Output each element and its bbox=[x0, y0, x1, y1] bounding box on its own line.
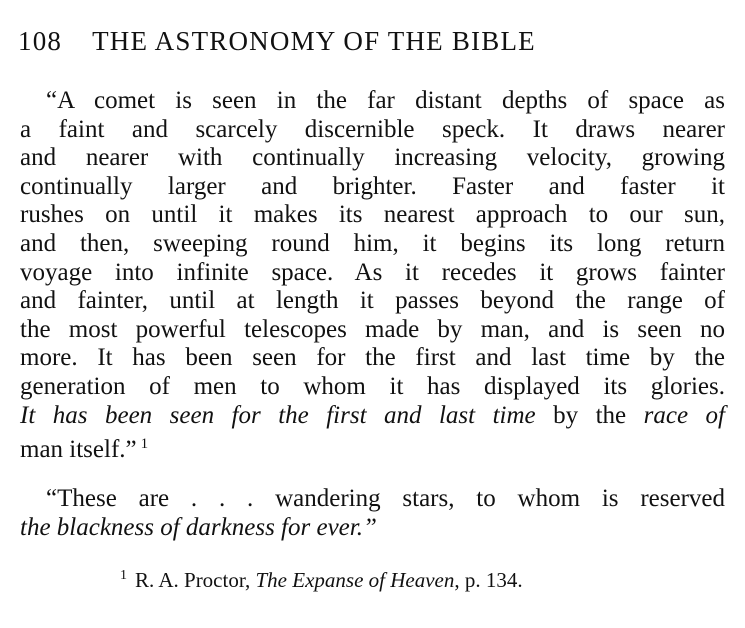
footnote-book-title: The Expanse of Heaven bbox=[255, 568, 455, 592]
text-line: more. It has been seen for the first and last time by the bbox=[20, 344, 725, 372]
page-header bbox=[18, 26, 718, 57]
scripture-line-italic bbox=[20, 514, 725, 543]
scripture-line: “These are . . . wandering stars, to whom is reserved bbox=[46, 485, 725, 512]
page-number: 108 bbox=[18, 26, 63, 56]
footnote bbox=[120, 568, 523, 593]
footnote-author: R. A. Proctor, bbox=[135, 568, 251, 592]
footnote-mark: 1 bbox=[120, 568, 127, 583]
scripture-italic-text: the blackness of darkness for ever.” bbox=[20, 513, 377, 541]
comet-quote-paragraph bbox=[20, 87, 725, 464]
text-line: the most powerful telescopes made by man, and is seen no bbox=[20, 315, 725, 343]
footnote-reference: 1 bbox=[140, 436, 149, 453]
running-title: THE ASTRONOMY OF THE BIBLE bbox=[92, 26, 536, 56]
last-text-line bbox=[20, 430, 725, 464]
text-line: continually larger and brighter. Faster and faster it bbox=[20, 172, 725, 200]
text-line: and fainter, until at length it passes beyond the range of bbox=[20, 287, 725, 315]
text-line: and then, sweeping round him, it begins its long return bbox=[20, 229, 725, 257]
footnote-page-ref: , p. 134. bbox=[454, 568, 523, 592]
italic-phrase: It has been seen for the first and last time bbox=[20, 401, 536, 429]
text-line: generation of men to whom it has displayed its glories. bbox=[20, 372, 725, 400]
text-line: a faint and scarcely discernible speck. It draws nearer bbox=[20, 115, 725, 143]
italic-text-line bbox=[20, 402, 725, 431]
text-line: voyage into infinite space. As it recedes it grows fainter bbox=[20, 258, 725, 286]
text-line: “A comet is seen in the far distant depths of space as bbox=[46, 87, 725, 114]
plain-phrase: by the bbox=[553, 401, 627, 429]
scripture-quote-paragraph bbox=[20, 485, 725, 542]
italic-phrase-tail: race of bbox=[643, 401, 725, 429]
text-line: and nearer with continually increasing velocity, growing bbox=[20, 144, 725, 172]
quote-ending: man itself.” bbox=[20, 436, 137, 464]
text-line: rushes on until it makes its nearest approach to our sun, bbox=[20, 201, 725, 229]
